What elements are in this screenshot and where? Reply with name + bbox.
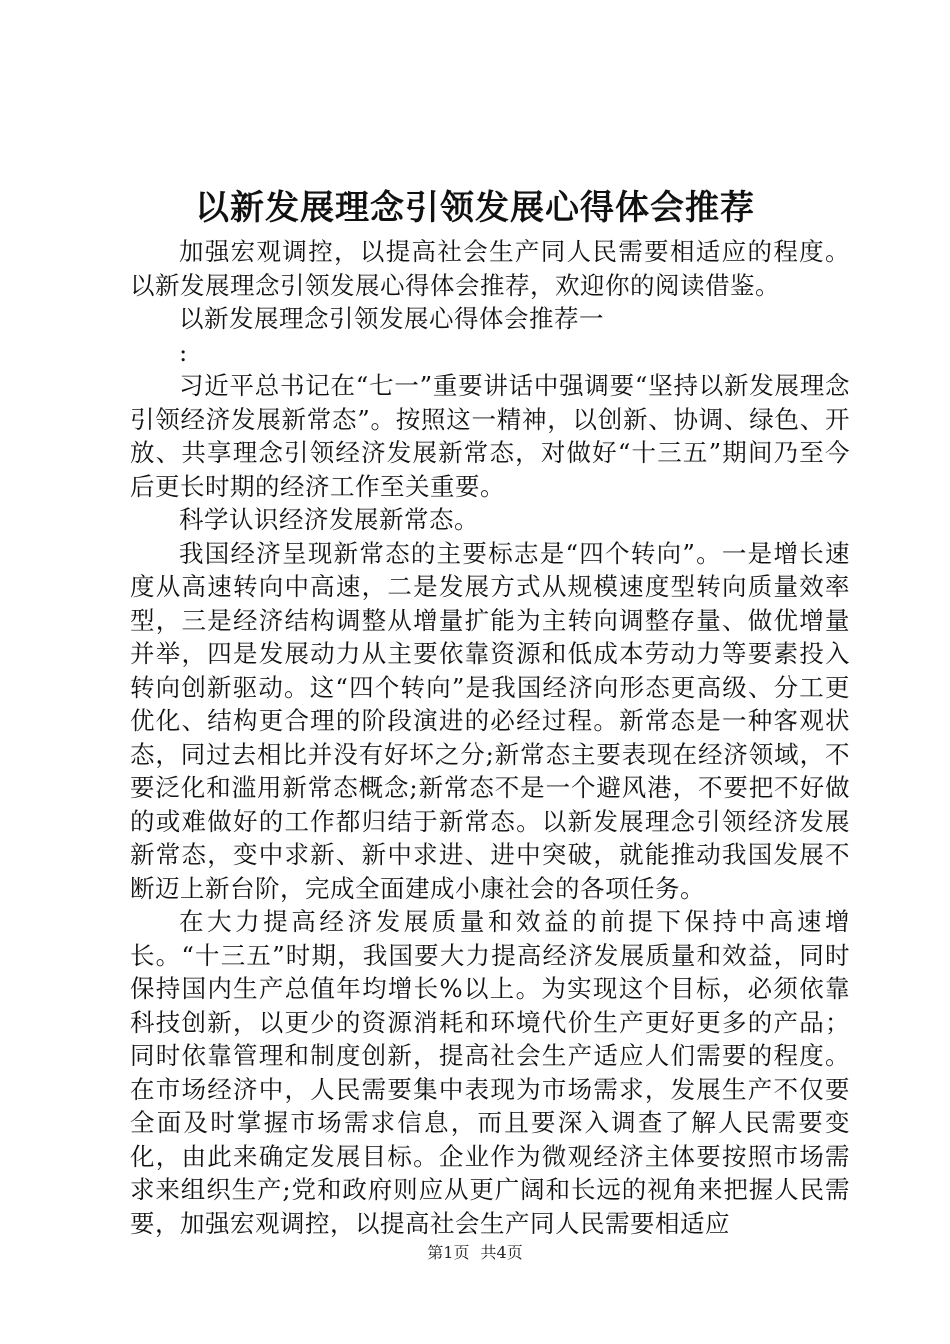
paragraph-body: 习近平总书记在“七一”重要讲话中强调要“坚持以新发展理念引领经济发展新常态”。按照这一精神，以创新、协调、绿色、开放、共享理念引领经济发展新常态，对做好“十三五”期间乃至今后更长时期的经济工作至关重要。 — [130, 371, 850, 501]
paragraph-body: 在大力提高经济发展质量和效益的前提下保持中高速增长。“十三五”时期，我国要大力提高经济发展质量和效益，同时保持国内生产总值年均增长%以上。为实现这个目标，必须依靠科技创新，以更少的资源消耗和环境代价生产更好更多的产品；同时依靠管理和制度创新，提高社会生产适应人们需要的程度。在市场经济中，人民需要集中表现为市场需求，发展生产不仅要全面及时掌握市场需求信息，而且要深入调查了解人民需要变化，由此来确定发展目标。企业作为微观经济主体要按照市场需求来组织生产;党和政府则应从更广阔和长远的视角来把握人民需要，加强宏观调控，以提高社会生产同人民需要相适应 — [130, 907, 850, 1238]
paragraph-subheading: 科学认识经济发展新常态。 — [179, 505, 479, 534]
paragraph-colon: : — [179, 337, 188, 367]
page-footer — [0, 1241, 950, 1265]
page-total: 共4页 — [480, 1243, 523, 1262]
document-body — [130, 235, 850, 1240]
document-title: 以新发展理念引领发展心得体会推荐 — [195, 188, 755, 228]
paragraph-body: 我国经济呈现新常态的主要标志是“四个转向”。一是增长速度从高速转向中高速，二是发展方式从规模速度型转向质量效率型，三是经济结构调整从增量扩能为主转向调整存量、做优增量并举，四是发展动力从主要依靠资源和低成本劳动力等要素投入转向创新驱动。这“四个转向”是我国经济向形态更高级、分工更优化、结构更合理的阶段演进的必经过程。新常态是一种客观状态，同过去相比并没有好坏之分;新常态主要表现在经济领域，不要泛化和滥用新常态概念;新常态不是一个避风港，不要把不好做的或难做好的工作都归结于新常态。以新发展理念引领经济发展新常态，变中求新、新中求进、进中突破，就能推动我国发展不断迈上新台阶，完成全面建成小康社会的各项任务。 — [130, 538, 850, 903]
paragraph-section-heading: 以新发展理念引领发展心得体会推荐一 — [179, 304, 604, 333]
paragraph-intro: 加强宏观调控，以提高社会生产同人民需要相适应的程度。以新发展理念引领发展心得体会推荐，欢迎你的阅读借鉴。 — [130, 237, 850, 300]
page-number: 第1页 — [427, 1243, 470, 1262]
